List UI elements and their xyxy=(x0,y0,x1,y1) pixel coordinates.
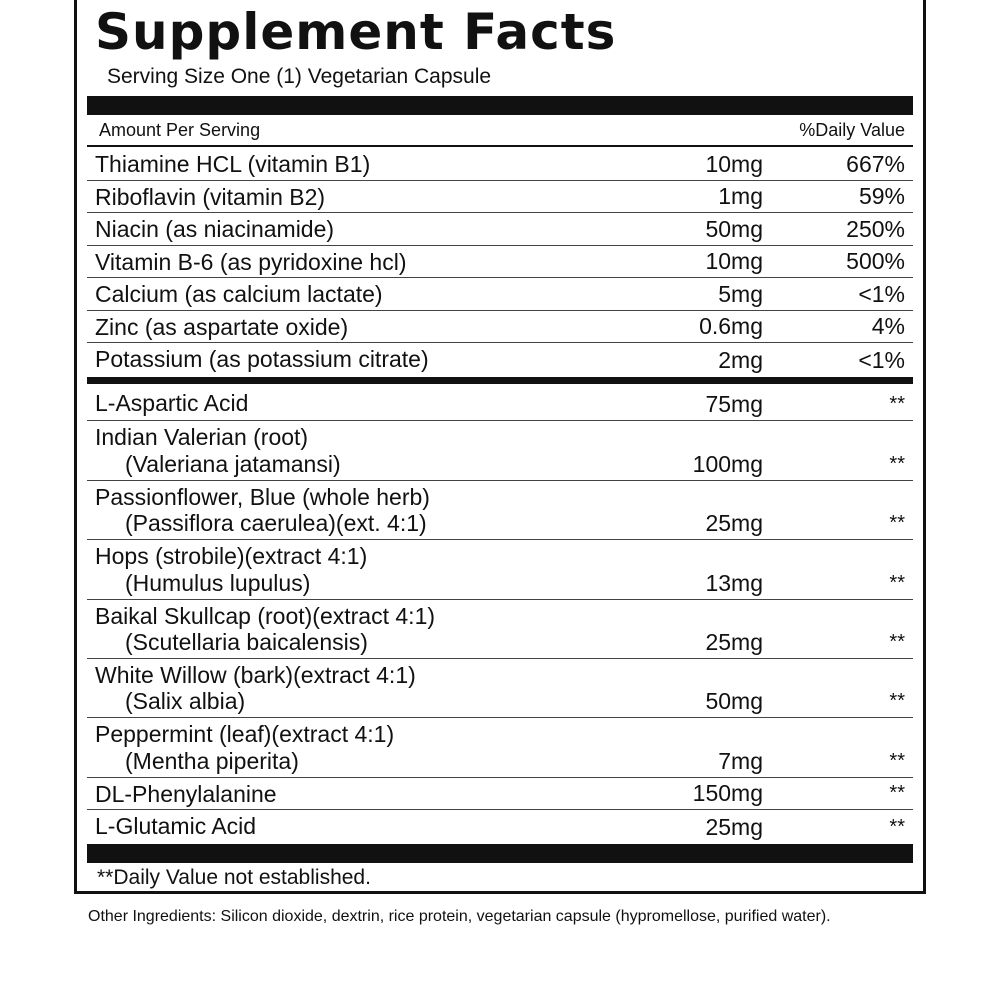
nutrient-row xyxy=(87,343,913,376)
ingredient-name: Indian Valerian (root) xyxy=(95,424,309,450)
header-divider xyxy=(87,145,913,147)
ingredient-latin-name: (Mentha piperita) xyxy=(125,748,299,774)
ingredient-row xyxy=(87,481,913,540)
nutrient-amount: 10mg xyxy=(705,248,763,274)
nutrient-amount: 2mg xyxy=(718,347,763,373)
ingredient-name: Hops (strobile)(extract 4:1) xyxy=(95,543,368,569)
nutrient-daily-value: 667% xyxy=(846,151,905,177)
nutrient-name: Niacin (as niacinamide) xyxy=(95,216,335,242)
ingredient-amount: 150mg xyxy=(692,780,763,806)
nutrient-amount: 0.6mg xyxy=(699,313,763,339)
ingredient-daily-value: ** xyxy=(889,393,905,415)
ingredient-daily-value: ** xyxy=(889,512,905,534)
thick-divider-middle xyxy=(87,377,913,384)
ingredient-row xyxy=(87,718,913,778)
ingredient-amount: 25mg xyxy=(705,510,763,536)
nutrient-row xyxy=(87,311,913,343)
nutrient-name: Riboflavin (vitamin B2) xyxy=(95,184,326,210)
ingredient-name: L-Aspartic Acid xyxy=(95,390,249,416)
supplement-facts-panel xyxy=(74,0,926,894)
nutrient-name: Potassium (as potassium citrate) xyxy=(95,346,429,372)
nutrient-row xyxy=(87,148,913,181)
ingredient-daily-value: ** xyxy=(889,453,905,475)
ingredient-name: L-Glutamic Acid xyxy=(95,813,257,839)
ingredient-amount: 100mg xyxy=(692,451,763,477)
ingredient-daily-value: ** xyxy=(889,750,905,772)
ingredient-name: DL-Phenylalanine xyxy=(95,781,277,807)
daily-value-footnote: **Daily Value not established. xyxy=(97,866,371,889)
nutrient-row xyxy=(87,213,913,246)
panel-title: Supplement Facts xyxy=(95,3,617,61)
nutrient-daily-value: 4% xyxy=(871,313,905,339)
ingredient-row xyxy=(87,421,913,481)
ingredient-latin-name: (Humulus lupulus) xyxy=(125,570,311,596)
nutrient-row xyxy=(87,246,913,278)
nutrient-row xyxy=(87,181,913,213)
nutrient-daily-value: 250% xyxy=(846,216,905,242)
serving-size: Serving Size One (1) Vegetarian Capsule xyxy=(107,65,492,88)
daily-value-header: %Daily Value xyxy=(799,120,905,140)
ingredient-daily-value: ** xyxy=(889,690,905,712)
ingredient-row xyxy=(87,659,913,718)
nutrient-amount: 1mg xyxy=(718,183,763,209)
nutrient-name: Vitamin B-6 (as pyridoxine hcl) xyxy=(95,249,407,275)
ingredient-row xyxy=(87,600,913,659)
ingredient-row xyxy=(87,540,913,600)
nutrient-name: Calcium (as calcium lactate) xyxy=(95,281,383,307)
ingredient-daily-value: ** xyxy=(889,782,905,804)
ingredient-daily-value: ** xyxy=(889,816,905,838)
nutrient-name: Thiamine HCL (vitamin B1) xyxy=(95,151,371,177)
ingredient-row xyxy=(87,387,913,421)
ingredient-amount: 75mg xyxy=(705,391,763,417)
ingredient-latin-name: (Passiflora caerulea)(ext. 4:1) xyxy=(125,510,427,536)
ingredient-row xyxy=(87,810,913,843)
nutrient-row xyxy=(87,278,913,311)
ingredient-amount: 7mg xyxy=(718,748,763,774)
amount-per-serving-header: Amount Per Serving xyxy=(99,120,261,140)
ingredient-amount: 50mg xyxy=(705,688,763,714)
ingredient-name: White Willow (bark)(extract 4:1) xyxy=(95,662,416,688)
ingredient-daily-value: ** xyxy=(889,572,905,594)
nutrient-name: Zinc (as aspartate oxide) xyxy=(95,314,349,340)
ingredient-latin-name: (Valeriana jatamansi) xyxy=(125,451,341,477)
nutrient-daily-value: 500% xyxy=(846,248,905,274)
ingredient-amount: 13mg xyxy=(705,570,763,596)
nutrient-daily-value: <1% xyxy=(858,281,905,307)
nutrient-amount: 50mg xyxy=(705,216,763,242)
ingredient-latin-name: (Scutellaria baicalensis) xyxy=(125,629,368,655)
thick-divider-bottom xyxy=(87,844,913,863)
ingredient-name: Peppermint (leaf)(extract 4:1) xyxy=(95,721,395,747)
other-ingredients-text: Other Ingredients: Silicon dioxide, dextrin, rice protein, vegetarian capsule (hypromellose, purified water). xyxy=(88,908,831,925)
nutrient-amount: 5mg xyxy=(718,281,763,307)
ingredient-daily-value: ** xyxy=(889,631,905,653)
ingredient-row xyxy=(87,778,913,810)
ingredient-latin-name: (Salix albia) xyxy=(125,688,246,714)
ingredient-amount: 25mg xyxy=(705,814,763,840)
nutrient-amount: 10mg xyxy=(705,151,763,177)
nutrient-daily-value: <1% xyxy=(858,347,905,373)
thick-divider-top xyxy=(87,96,913,115)
ingredient-name: Passionflower, Blue (whole herb) xyxy=(95,484,430,510)
ingredient-name: Baikal Skullcap (root)(extract 4:1) xyxy=(95,603,436,629)
nutrient-daily-value: 59% xyxy=(858,183,905,209)
ingredient-amount: 25mg xyxy=(705,629,763,655)
